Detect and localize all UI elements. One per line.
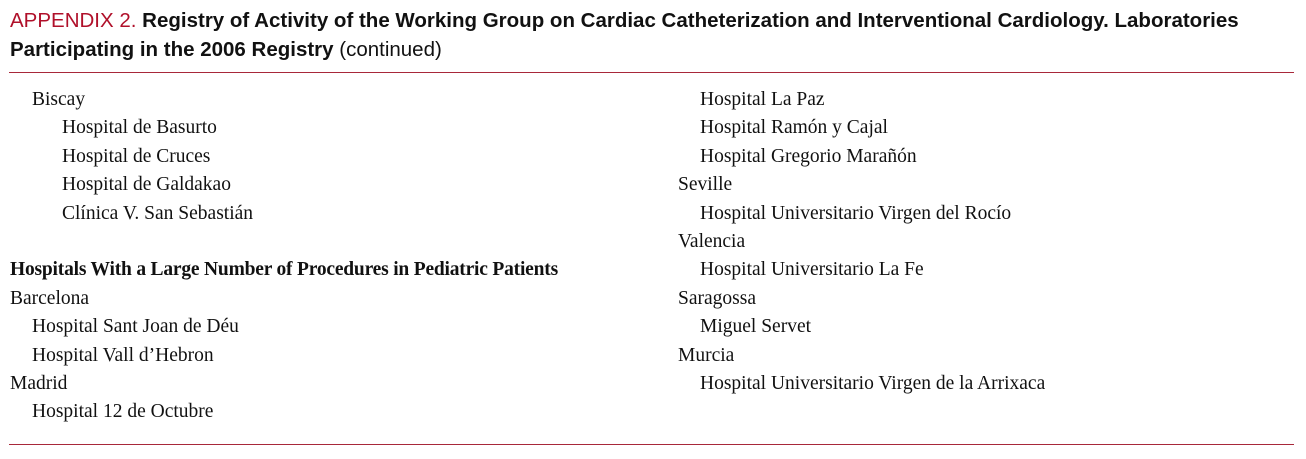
hospital-entry: Hospital Universitario Virgen del Rocío [700,202,1012,224]
left-column [10,86,558,427]
title-text: Registry of Activity of the Working Group on Cardiac Catheterization and Interventional Cardiology. Laboratories Participating in the 2006 Registry [10,9,1239,61]
hospital-entry: Hospital de Cruces [62,145,211,167]
hospital-entry: Hospital Gregorio Marañón [700,145,917,167]
region-heading: Seville [678,174,733,196]
section-heading: Hospitals With a Large Number of Procedures in Pediatric Patients [10,259,558,281]
hospital-entry: Hospital de Galdakao [62,174,231,196]
hospital-entry: Hospital La Paz [700,89,825,110]
region-heading: Biscay [32,89,86,110]
region-heading: Barcelona [10,287,90,309]
appendix-label: APPENDIX 2. [10,9,137,32]
region-heading: Madrid [10,373,68,395]
hospital-entry: Hospital Vall d’Hebron [32,344,214,366]
title-suffix: (continued) [339,38,442,61]
right-column [678,86,1045,398]
top-divider [9,72,1294,73]
spacer [10,228,558,256]
region-heading: Valencia [678,231,746,253]
hospital-entry: Hospital Universitario Virgen de la Arrixaca [700,373,1046,395]
hospital-entry: Hospital Sant Joan de Déu [32,316,239,338]
region-heading: Murcia [678,344,735,366]
table-title [10,6,1290,64]
hospital-entry: Miguel Servet [700,316,812,338]
hospital-entry: Clínica V. San Sebastián [62,202,254,224]
region-heading: Saragossa [678,287,756,309]
bottom-divider [9,444,1294,445]
hospital-entry: Hospital de Basurto [62,117,217,139]
hospital-entry: Hospital 12 de Octubre [32,401,214,423]
hospital-entry: Hospital Ramón y Cajal [700,117,888,139]
hospital-entry: Hospital Universitario La Fe [700,259,924,281]
